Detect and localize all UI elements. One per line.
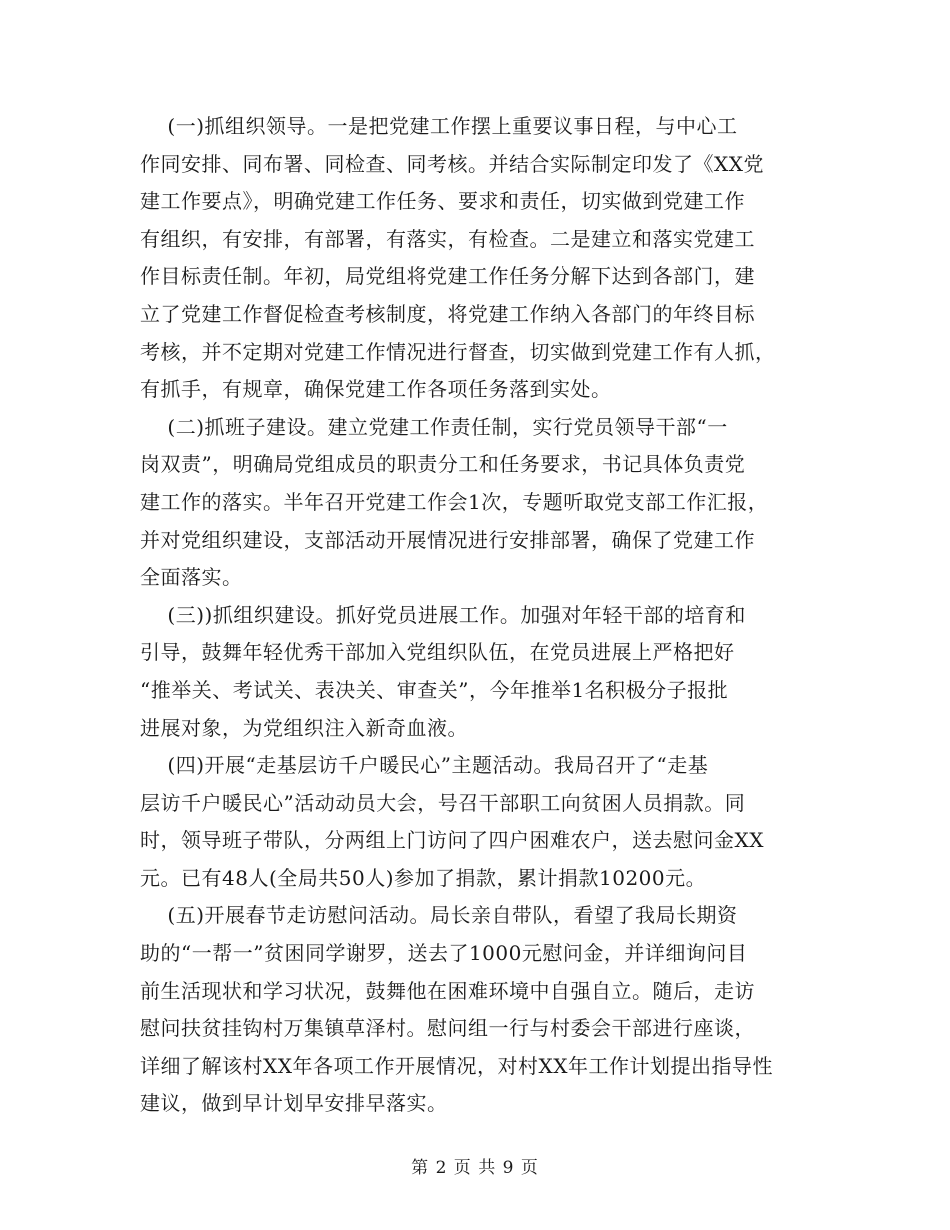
- paragraph-4: [140, 747, 810, 897]
- text-line: (三))抓组织建设。抓好党员进展工作。加强对年轻干部的培育和: [140, 602, 746, 627]
- text-line: 时，领导班子带队，分两组上门访问了四户困难农户，送去慰问金XX: [140, 828, 764, 853]
- text-line: 全面落实。: [140, 565, 243, 590]
- text-line: (四)开展“走基层访千户暖民心”主题活动。我局召开了“走基: [140, 753, 709, 778]
- text-line: 助的“一帮一”贫困同学谢罗，送去了1000元慰问金，并详细询问目: [140, 941, 748, 966]
- document-body: [140, 108, 810, 1123]
- text-line: 进展对象，为党组织注入新奇血液。: [140, 715, 468, 740]
- text-line: (一)抓组织领导。一是把党建工作摆上重要议事日程，与中心工: [140, 114, 738, 138]
- text-line: 元。已有48人(全局共50人)参加了捐款，累计捐款10200元。: [140, 865, 707, 890]
- text-line: 考核，并不定期对党建工作情况进行督查，切实做到党建工作有人抓，: [140, 339, 776, 364]
- text-line: 岗双责”，明确局党组成员的职责分工和任务要求，书记具体负责党: [140, 452, 746, 477]
- text-line: “推举关、考试关、表决关、审查关”，今年推举1名积极分子报批: [140, 677, 729, 702]
- text-line: 层访千户暖民心”活动动员大会，号召干部职工向贫困人员捐款。同: [140, 790, 746, 815]
- text-line: 慰问扶贫挂钩村万集镇草泽村。慰问组一行与村委会干部进行座谈，: [140, 1016, 755, 1041]
- text-line: 建工作的落实。半年召开党建工作会1次，专题听取党支部工作汇报，: [140, 489, 769, 514]
- text-line: 引导，鼓舞年轻优秀干部加入党组织队伍，在党员进展上严格把好: [140, 640, 735, 665]
- text-line: 详细了解该村XX年各项工作开展情况，对村XX年工作计划提出指导性: [140, 1053, 773, 1078]
- paragraph-1: [140, 108, 810, 409]
- text-line: 并对党组织建设，支部活动开展情况进行安排部署，确保了党建工作: [140, 527, 755, 552]
- text-line: 作目标责任制。年初，局党组将党建工作任务分解下达到各部门，建: [140, 264, 755, 289]
- text-line: 有抓手，有规章，确保党建工作各项任务落到实处。: [140, 377, 612, 402]
- paragraph-5: [140, 897, 810, 1123]
- text-line: 立了党建工作督促检查考核制度，将党建工作纳入各部门的年终目标: [140, 301, 755, 326]
- page-number-footer: 第 2 页 共 9 页: [411, 1158, 539, 1178]
- text-line: 前生活现状和学习状况，鼓舞他在困难环境中自强自立。随后，走访: [140, 978, 755, 1003]
- paragraph-3: [140, 597, 810, 747]
- text-line: 建工作要点》，明确党建工作任务、要求和责任，切实做到党建工作: [140, 189, 745, 214]
- paragraph-2: [140, 409, 810, 597]
- text-line: 有组织，有安排，有部署，有落实，有检查。二是建立和落实党建工: [140, 226, 755, 251]
- text-line: 作同安排、同布署、同检查、同考核。并结合实际制定印发了《XX党: [140, 151, 764, 176]
- text-line: (五)开展春节走访慰问活动。局长亲自带队，看望了我局长期资: [140, 903, 738, 928]
- text-line: 建议，做到早计划早安排早落实。: [140, 1091, 448, 1116]
- text-line: (二)抓班子建设。建立党建工作责任制，实行党员领导干部“一: [140, 414, 728, 439]
